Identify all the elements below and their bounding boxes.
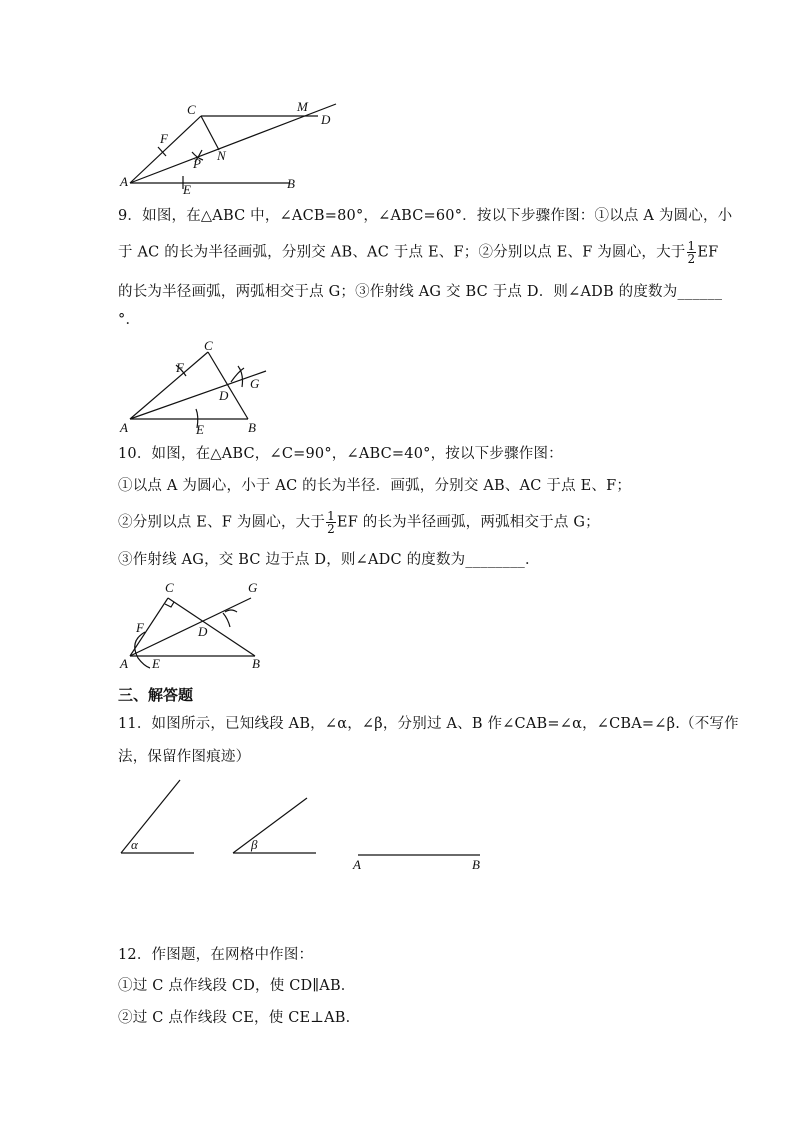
label-D: D [321, 112, 331, 127]
figure-q10-right-triangle [110, 578, 270, 674]
q10-line3 [118, 510, 600, 535]
label-N: N [217, 148, 226, 163]
q10-frac-num: 1 [327, 509, 335, 523]
label-E: E [183, 182, 191, 195]
label-C: C [165, 580, 174, 595]
q10-line3-tail: EF 的长为半径画弧，两弧相交于点 G； [336, 514, 600, 531]
label-E: E [152, 656, 160, 671]
q9-line2 [118, 240, 718, 265]
label-F: F [160, 131, 168, 146]
label-G: G [248, 580, 258, 595]
q10-line3-text: ②分别以点 E、F 为圆心，大于 [118, 514, 326, 531]
label-D: D [198, 624, 208, 639]
q9-line4: °． [118, 312, 141, 328]
label-B: B [252, 656, 260, 671]
q9-fraction [687, 240, 697, 265]
q10-line4: ③作射线 AG，交 BC 边于点 D，则∠ADC 的度数为________． [118, 552, 540, 568]
q11-line2: 法，保留作图痕迹） [118, 749, 251, 765]
figure-parallel-lines [110, 95, 350, 195]
q9-line1: 9．如图，在△ABC 中，∠ACB=80°，∠ABC=60°．按以下步骤作图：①以点 A 为圆心，小 [118, 208, 733, 224]
label-A: A [353, 857, 361, 872]
label-B: B [472, 857, 480, 872]
label-C: C [204, 338, 213, 353]
label-E: E [196, 422, 204, 437]
label-B: B [248, 420, 256, 435]
q10-line2: ①以点 A 为圆心，小于 AC 的长为半径．画弧，分别交 AB、AC 于点 E、F； [118, 478, 632, 494]
q11-line1: 11．如图所示，已知线段 AB，∠α，∠β，分别过 A、B 作∠CAB=∠α，∠CBA=∠β.（不写作 [118, 716, 739, 732]
section-heading: 三、解答题 [118, 686, 194, 704]
q12-line2: ①过 C 点作线段 CD，使 CD∥AB． [118, 978, 356, 994]
q10-frac-den: 2 [327, 522, 335, 536]
label-F: F [176, 360, 184, 375]
q12-line1: 12．作图题，在网格中作图： [118, 947, 314, 963]
label-beta: β [251, 837, 258, 852]
label-A: A [120, 174, 128, 189]
q9-line3: 的长为半径画弧，两弧相交于点 G；③作射线 AG 交 BC 于点 D．则∠ADB 的度数为______ [118, 284, 723, 300]
q10-fraction [326, 510, 336, 535]
q9-line2-text: 于 AC 的长为半径画弧，分别交 AB、AC 于点 E、F；②分别以点 E、F 为圆心，大于 [118, 244, 686, 261]
figure-q11-angles [110, 775, 490, 875]
figure-q9-triangle [110, 335, 275, 440]
q12-line3: ②过 C 点作线段 CE，使 CE⊥AB． [118, 1010, 361, 1026]
q9-line2-tail: EF [697, 244, 719, 261]
label-F: F [136, 620, 144, 635]
label-D: D [219, 388, 229, 403]
label-P: P [193, 156, 201, 171]
label-A: A [120, 656, 128, 671]
q10-line1: 10．如图，在△ABC，∠C=90°，∠ABC=40°，按以下步骤作图： [118, 446, 563, 462]
label-A: A [120, 420, 128, 435]
q9-frac-den: 2 [687, 252, 696, 266]
label-B: B [287, 176, 295, 191]
label-C: C [187, 102, 196, 117]
label-alpha: α [131, 837, 138, 852]
q9-frac-num: 1 [687, 239, 696, 253]
label-G: G [250, 376, 260, 391]
label-M: M [297, 99, 308, 114]
